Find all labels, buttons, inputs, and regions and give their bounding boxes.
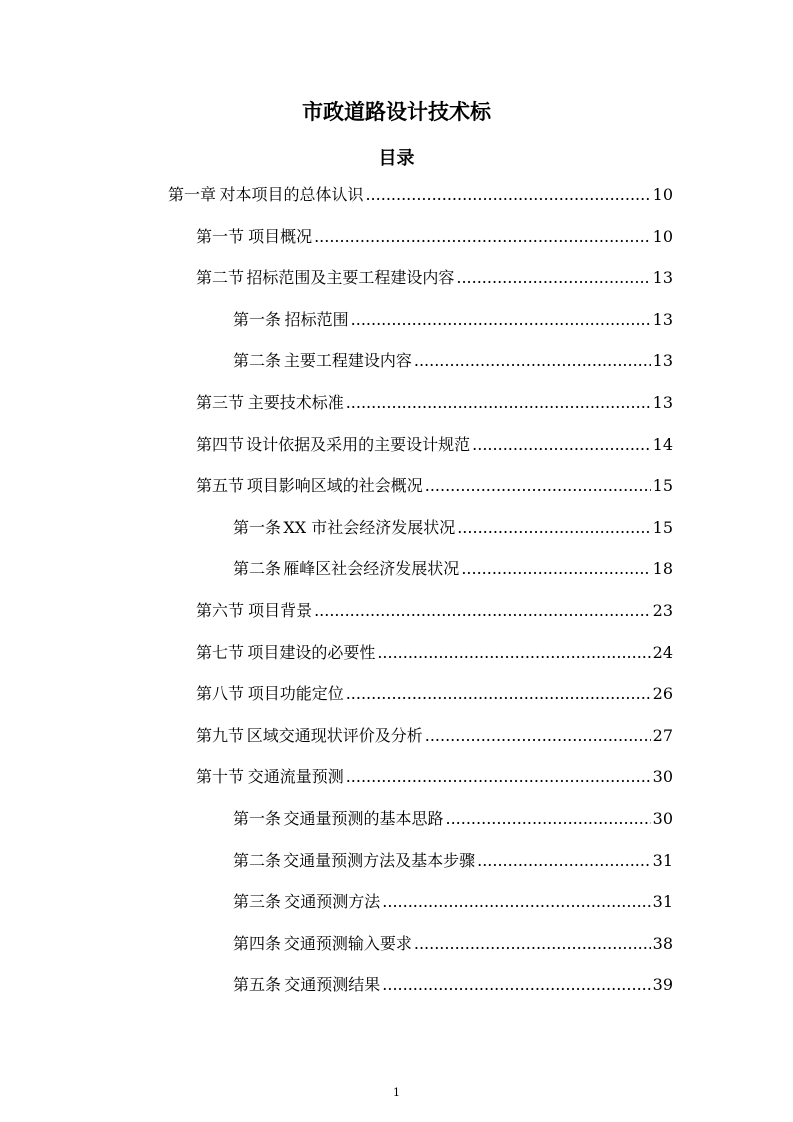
- toc-entry-number: 第二节: [196, 268, 245, 287]
- toc-entry-number: 第三条: [233, 892, 282, 911]
- toc-entry-page: 10: [652, 227, 673, 246]
- toc-entry-label: 项目概况: [248, 227, 313, 246]
- toc-dot-leader: [314, 226, 651, 248]
- toc-dot-leader: [446, 808, 651, 830]
- toc-dot-leader: [314, 600, 651, 622]
- toc-dot-leader: [457, 517, 650, 539]
- toc-entry-number: 第一条: [233, 809, 282, 828]
- toc-entry-page: 23: [652, 601, 673, 620]
- toc-entry[interactable]: [196, 267, 673, 289]
- toc-dot-leader: [346, 683, 651, 705]
- toc-entry[interactable]: [196, 642, 673, 664]
- toc-entry[interactable]: [196, 434, 673, 456]
- toc-entry-page: 15: [652, 518, 673, 537]
- toc-entry-page: 31: [652, 851, 673, 870]
- toc-entry[interactable]: [168, 184, 673, 206]
- toc-dot-leader: [382, 974, 650, 996]
- toc-dot-leader: [346, 766, 651, 788]
- toc-entry-page: 26: [652, 684, 673, 703]
- page-number: 1: [393, 1086, 400, 1099]
- toc-entry[interactable]: [196, 766, 673, 788]
- toc-entry-number: 第五条: [233, 975, 282, 994]
- toc-entry[interactable]: [196, 475, 673, 497]
- toc-entry-label: 主要工程建设内容: [283, 351, 412, 370]
- toc-entry-label: 项目建设的必要性: [247, 643, 376, 662]
- toc-entry-page: 27: [652, 726, 673, 745]
- toc-entry-label: 交通量预测方法及基本步骤: [283, 851, 476, 870]
- toc-entry-label: 交通预测方法: [284, 892, 381, 911]
- toc-dot-leader: [425, 475, 651, 497]
- toc-entry-number: 第一条: [233, 518, 282, 537]
- toc-entry-page: 13: [652, 351, 673, 370]
- toc-entry-number: 第一节: [196, 227, 245, 246]
- toc-entry[interactable]: [233, 974, 673, 996]
- toc-entry[interactable]: [196, 683, 673, 705]
- toc-entry[interactable]: [196, 725, 673, 747]
- toc-entry-page: 15: [652, 476, 673, 495]
- toc-entry-label: 主要技术标准: [247, 393, 344, 412]
- toc-dot-leader: [461, 558, 650, 580]
- toc-entry[interactable]: [233, 350, 673, 372]
- toc-entry-page: 30: [652, 767, 673, 786]
- toc-dot-leader: [377, 642, 650, 664]
- toc-entry-label: 区域交通现状评价及分析: [246, 726, 423, 745]
- toc-entry-number: 第二条: [233, 351, 282, 370]
- toc-entry-page: 38: [652, 934, 673, 953]
- toc-dot-leader: [346, 392, 651, 414]
- toc-entry-label: 交通预测输入要求: [283, 934, 412, 953]
- toc-heading: 目录: [378, 148, 415, 169]
- toc-entry-number: 第六节: [196, 601, 245, 620]
- toc-dot-leader: [351, 309, 651, 331]
- toc-dot-leader: [456, 267, 650, 289]
- toc-entry-page: 13: [652, 393, 673, 412]
- toc-entry-number: 第八节: [196, 684, 245, 703]
- toc-dot-leader: [414, 350, 651, 372]
- toc-entry-number: 第二条: [233, 559, 282, 578]
- toc-entry[interactable]: [233, 933, 673, 955]
- toc-entry-number: 第一章: [168, 185, 217, 204]
- toc-entry-number: 第十节: [196, 767, 245, 786]
- toc-entry-label: 雁峰区社会经济发展状况: [283, 559, 460, 578]
- toc-dot-leader: [477, 850, 651, 872]
- toc-entry-label: XX 市社会经济发展状况: [283, 518, 456, 537]
- toc-entry-number: 第五节: [196, 476, 245, 495]
- toc-entry-label: 项目背景: [248, 601, 313, 620]
- toc-entry-label: 设计依据及采用的主要设计规范: [246, 435, 471, 454]
- toc-entry-page: 18: [652, 559, 673, 578]
- toc-entry-page: 10: [652, 185, 673, 204]
- toc-entry[interactable]: [196, 392, 673, 414]
- toc-entry-number: 第七节: [196, 643, 245, 662]
- toc-entry[interactable]: [233, 558, 673, 580]
- toc-entry-number: 第一条: [233, 310, 282, 329]
- toc-entry-label: 项目影响区域的社会概况: [246, 476, 423, 495]
- toc-entry-page: 24: [652, 643, 673, 662]
- document-title: 市政道路设计技术标: [302, 100, 491, 124]
- toc-entry-page: 39: [652, 975, 673, 994]
- toc-entry[interactable]: [233, 850, 673, 872]
- toc-entry-number: 第四节: [196, 435, 245, 454]
- toc-entry-number: 第九节: [196, 726, 245, 745]
- toc-dot-leader: [365, 184, 650, 206]
- toc-entry-label: 交通流量预测: [247, 767, 344, 786]
- toc-dot-leader: [472, 434, 650, 456]
- toc-dot-leader: [414, 933, 651, 955]
- toc-entry-number: 第四条: [233, 934, 282, 953]
- toc-entry-label: 招标范围: [284, 310, 349, 329]
- toc-entry-number: 第三节: [196, 393, 245, 412]
- toc-entry-page: 14: [652, 435, 673, 454]
- toc-entry[interactable]: [233, 891, 673, 913]
- toc-entry-label: 交通量预测的基本思路: [283, 809, 444, 828]
- toc-entry-number: 第二条: [233, 851, 282, 870]
- toc-entry-label: 对本项目的总体认识: [219, 185, 364, 204]
- toc-entry-page: 31: [652, 892, 673, 911]
- toc-entry[interactable]: [233, 309, 673, 331]
- toc-entry-label: 招标范围及主要工程建设内容: [246, 268, 455, 287]
- toc-entry-label: 交通预测结果: [284, 975, 381, 994]
- toc-entry[interactable]: [196, 600, 673, 622]
- toc-entry-page: 13: [652, 310, 673, 329]
- toc-entry[interactable]: [196, 226, 673, 248]
- toc-entry[interactable]: [233, 808, 673, 830]
- toc-entry[interactable]: [233, 517, 673, 539]
- toc-entry-page: 13: [652, 268, 673, 287]
- toc-entry-label: 项目功能定位: [247, 684, 344, 703]
- toc-dot-leader: [382, 891, 650, 913]
- toc-entry-page: 30: [652, 809, 673, 828]
- toc-dot-leader: [425, 725, 651, 747]
